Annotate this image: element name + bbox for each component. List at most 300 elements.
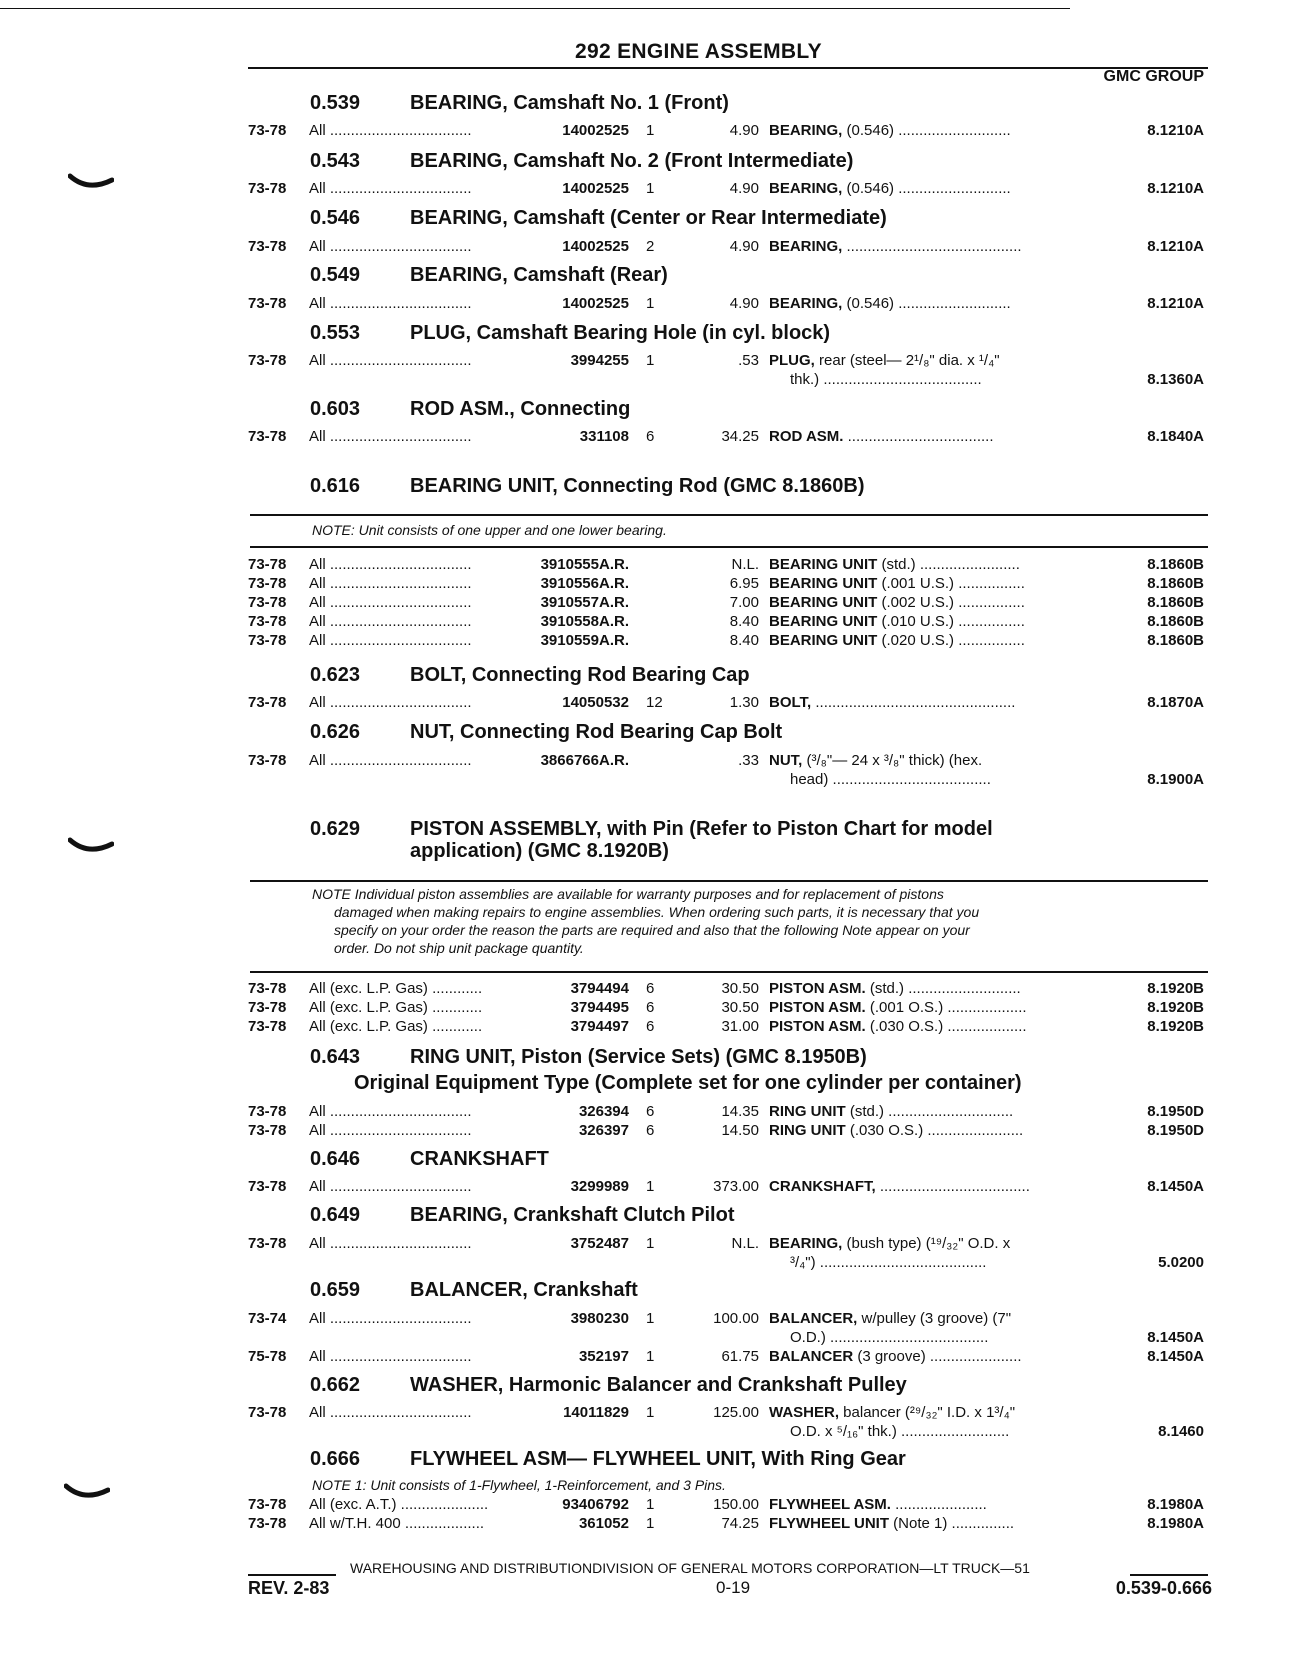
- quantity: 1: [646, 122, 655, 139]
- section-note-line: specify on your order the reason the parts are required and also that the following Note appear on your: [334, 922, 970, 938]
- part-name: BEARING,: [769, 180, 843, 197]
- section-note-line: NOTE Individual piston assemblies are available for warranty purposes and for replacement of pistons: [312, 886, 944, 902]
- section-code: 0.626: [310, 721, 361, 743]
- part-name: PISTON ASM.: [769, 999, 866, 1016]
- part-row: [0, 352, 1304, 371]
- gmc-group: 8.1210A: [1147, 180, 1204, 197]
- price: 61.75: [721, 1348, 759, 1365]
- part-row: [0, 1103, 1304, 1122]
- price: 4.90: [729, 238, 759, 255]
- gmc-group: 8.1860B: [1147, 575, 1204, 592]
- part-description: [769, 1018, 1087, 1035]
- part-name: BEARING UNIT: [769, 613, 878, 630]
- part-detail: (.002 U.S.) ................: [877, 594, 1025, 611]
- top-rule: [0, 8, 1070, 9]
- part-detail: rear (steel— 2¹/₈" dia. x ¹/₄": [814, 352, 1000, 369]
- application: All ..................................: [309, 752, 472, 769]
- section-code: 0.553: [310, 322, 361, 344]
- quantity: 1: [646, 1235, 655, 1252]
- part-detail: ...................................: [843, 428, 994, 445]
- section-title-line2: Original Equipment Type (Complete set for one cylinder per container): [354, 1072, 1022, 1094]
- part-description: [769, 752, 1087, 769]
- gmc-group: 8.1860B: [1147, 594, 1204, 611]
- part-description: [769, 575, 1087, 592]
- quantity: 6: [646, 999, 655, 1016]
- price: 125.00: [713, 1404, 759, 1421]
- application: All ..................................: [309, 1103, 472, 1120]
- part-number: 93406792: [562, 1496, 629, 1513]
- part-name: RING UNIT: [769, 1122, 846, 1139]
- quantity: 1: [646, 352, 655, 369]
- section-code: 0.649: [310, 1204, 361, 1226]
- quantity: 1: [646, 1348, 655, 1365]
- part-detail: (std.) ........................: [877, 556, 1020, 573]
- section-title: BALANCER, Crankshaft: [410, 1279, 638, 1301]
- price: N.L.: [731, 1235, 759, 1252]
- price: 74.25: [721, 1515, 759, 1532]
- application: All (exc. L.P. Gas) ............: [309, 980, 483, 997]
- part-description: [769, 1348, 1087, 1365]
- section-rule: [250, 546, 1208, 548]
- price: 14.35: [721, 1103, 759, 1120]
- section-title: BEARING UNIT, Connecting Rod (GMC 8.1860B): [410, 475, 865, 497]
- part-name: BEARING UNIT: [769, 632, 878, 649]
- part-row: [0, 1515, 1304, 1534]
- model-years: 73-78: [248, 556, 287, 573]
- gmc-group: 8.1840A: [1147, 428, 1204, 445]
- part-detail: w/pulley (3 groove) (7": [857, 1310, 1012, 1327]
- gmc-group: 8.1980A: [1147, 1515, 1204, 1532]
- application: All ..................................: [309, 556, 472, 573]
- part-description: [769, 352, 1087, 369]
- section-title: BEARING, Camshaft No. 2 (Front Intermediate): [410, 150, 854, 172]
- part-number: 14002525: [562, 295, 629, 312]
- gmc-group: 8.1860B: [1147, 556, 1204, 573]
- gmc-group: 5.0200: [1158, 1254, 1204, 1271]
- quantity: 1: [646, 1496, 655, 1513]
- gmc-group-line2: [0, 771, 1304, 790]
- application: All ..................................: [309, 1178, 472, 1195]
- part-description: [769, 180, 1087, 197]
- part-row: [0, 238, 1304, 257]
- part-row: [0, 613, 1304, 632]
- part-number: 326394: [578, 1103, 629, 1120]
- model-years: 73-78: [248, 122, 287, 139]
- gmc-group: 8.1950D: [1147, 1103, 1204, 1120]
- quantity: 1: [646, 1310, 655, 1327]
- part-description: [769, 632, 1087, 649]
- part-name: BEARING,: [769, 1235, 843, 1252]
- gmc-group: 8.1210A: [1147, 295, 1204, 312]
- model-years: 73-78: [248, 980, 287, 997]
- section-title: BEARING, Crankshaft Clutch Pilot: [410, 1204, 735, 1226]
- section-title: WASHER, Harmonic Balancer and Crankshaft Pulley: [410, 1374, 907, 1396]
- part-name: BALANCER: [769, 1348, 854, 1365]
- gmc-group: 8.1360A: [1147, 371, 1204, 388]
- model-years: 73-78: [248, 180, 287, 197]
- section-note-line: order. Do not ship unit package quantity.: [334, 940, 584, 956]
- part-name: BEARING UNIT: [769, 594, 878, 611]
- section-title: ROD ASM., Connecting: [410, 398, 631, 420]
- page-range: 0.539-0.666: [1115, 1578, 1212, 1598]
- gmc-group: 8.1920B: [1147, 980, 1204, 997]
- part-description: [769, 1103, 1087, 1120]
- gmc-group-line2: [0, 371, 1304, 390]
- part-number: 14002525: [562, 238, 629, 255]
- part-name: FLYWHEEL ASM.: [769, 1496, 891, 1513]
- gmc-group: 8.1450A: [1147, 1348, 1204, 1365]
- gmc-group: 8.1210A: [1147, 122, 1204, 139]
- gmc-group: 8.1920B: [1147, 1018, 1204, 1035]
- application: All ..................................: [309, 613, 472, 630]
- part-description: [769, 1496, 1087, 1513]
- section-code: 0.603: [310, 398, 361, 420]
- part-detail: (3 groove) ......................: [853, 1348, 1022, 1365]
- part-description-line2: ³/₄") ........................................: [790, 1254, 987, 1271]
- gmc-group: 8.1450A: [1147, 1329, 1204, 1346]
- part-description: [769, 556, 1087, 573]
- price: 30.50: [721, 980, 759, 997]
- application: All ..................................: [309, 575, 472, 592]
- gmc-group: 8.1210A: [1147, 238, 1204, 255]
- application: All ..................................: [309, 180, 472, 197]
- price: 4.90: [729, 295, 759, 312]
- model-years: 73-78: [248, 694, 287, 711]
- part-row: [0, 180, 1304, 199]
- footer-rule-left: [248, 1574, 336, 1576]
- part-detail: (.030 O.S.) ...................: [865, 1018, 1027, 1035]
- price: 31.00: [721, 1018, 759, 1035]
- application: All (exc. L.P. Gas) ............: [309, 999, 483, 1016]
- quantity: 1: [646, 295, 655, 312]
- section-code: 0.666: [310, 1448, 361, 1470]
- gmc-group: 8.1860B: [1147, 632, 1204, 649]
- price: 373.00: [713, 1178, 759, 1195]
- gmc-group-line2: [0, 1329, 1304, 1348]
- application: All (exc. A.T.) .....................: [309, 1496, 489, 1513]
- part-detail: (Note 1) ...............: [889, 1515, 1015, 1532]
- part-detail: (std.) ..............................: [845, 1103, 1014, 1120]
- model-years: 73-78: [248, 1178, 287, 1195]
- section-title: BEARING, Camshaft No. 1 (Front): [410, 92, 729, 114]
- part-number: 361052: [578, 1515, 629, 1532]
- part-row: [0, 594, 1304, 613]
- section-note-line: damaged when making repairs to engine assemblies. When ordering such parts, it is necessary that you: [334, 904, 980, 920]
- part-number: 3794497: [570, 1018, 629, 1035]
- model-years: 73-74: [248, 1310, 287, 1327]
- title-rule: [248, 67, 1208, 69]
- part-row: [0, 1496, 1304, 1515]
- part-detail: (0.546) ...........................: [842, 122, 1011, 139]
- part-description: [769, 428, 1087, 445]
- part-description-line2: O.D. x ⁵/₁₆" thk.) ..........................: [790, 1423, 1010, 1440]
- section-title: RING UNIT, Piston (Service Sets) (GMC 8.1950B): [410, 1046, 867, 1068]
- section-title: PLUG, Camshaft Bearing Hole (in cyl. block): [410, 322, 831, 344]
- part-detail: (.010 U.S.) ................: [877, 613, 1025, 630]
- part-detail: (³/₈"— 24 x ³/₈" thick) (hex.: [802, 752, 983, 769]
- part-number: 3910557A.R.: [540, 594, 629, 611]
- application: All ..................................: [309, 352, 472, 369]
- quantity: 1: [646, 180, 655, 197]
- gmc-group: 8.1870A: [1147, 694, 1204, 711]
- part-number: 3994255: [570, 352, 629, 369]
- part-detail: (0.546) ...........................: [842, 295, 1011, 312]
- part-name: BALANCER,: [769, 1310, 858, 1327]
- part-number: 3910558A.R.: [540, 613, 629, 630]
- part-description: [769, 980, 1087, 997]
- part-description-line2: O.D.) ......................................: [790, 1329, 989, 1346]
- gmc-group: 8.1460: [1158, 1423, 1204, 1440]
- model-years: 73-78: [248, 752, 287, 769]
- part-name: NUT,: [769, 752, 803, 769]
- gmc-group: 8.1450A: [1147, 1178, 1204, 1195]
- section-title: BOLT, Connecting Rod Bearing Cap: [410, 664, 750, 686]
- part-description: [769, 122, 1087, 139]
- part-detail: (bush type) (¹⁹/₃₂" O.D. x: [842, 1235, 1011, 1252]
- price: 6.95: [729, 575, 759, 592]
- section-rule: [250, 971, 1208, 973]
- part-description: [769, 1122, 1087, 1139]
- part-detail: (0.546) ...........................: [842, 180, 1011, 197]
- part-name: BEARING,: [769, 122, 843, 139]
- part-number: 3910555A.R.: [540, 556, 629, 573]
- part-number: 3794495: [570, 999, 629, 1016]
- section-title: BEARING, Camshaft (Rear): [410, 264, 668, 286]
- application: All ..................................: [309, 1310, 472, 1327]
- part-name: ROD ASM.: [769, 428, 844, 445]
- part-row: [0, 980, 1304, 999]
- model-years: 73-78: [248, 1235, 287, 1252]
- part-row: [0, 1122, 1304, 1141]
- part-detail: ......................: [890, 1496, 987, 1513]
- section-note: NOTE: Unit consists of one upper and one lower bearing.: [312, 522, 667, 538]
- part-number: 14011829: [563, 1404, 629, 1421]
- section-code: 0.539: [310, 92, 361, 114]
- part-detail: (std.) ...........................: [865, 980, 1021, 997]
- gmc-group: 8.1980A: [1147, 1496, 1204, 1513]
- part-number: 3866766A.R.: [540, 752, 629, 769]
- section-code: 0.623: [310, 664, 361, 686]
- part-row: [0, 1348, 1304, 1367]
- model-years: 73-78: [248, 1404, 287, 1421]
- price: N.L.: [731, 556, 759, 573]
- part-row: [0, 1018, 1304, 1037]
- application: All ..................................: [309, 238, 472, 255]
- model-years: 73-78: [248, 632, 287, 649]
- model-years: 73-78: [248, 295, 287, 312]
- model-years: 73-78: [248, 428, 287, 445]
- application: All ..................................: [309, 694, 472, 711]
- gmc-group-line2: [0, 1254, 1304, 1273]
- part-description: [769, 694, 1087, 711]
- price: .33: [738, 752, 759, 769]
- price: 7.00: [729, 594, 759, 611]
- part-name: BEARING,: [769, 238, 843, 255]
- gmc-group-line2: [0, 1423, 1304, 1442]
- part-name: BEARING UNIT: [769, 556, 878, 573]
- part-row: [0, 752, 1304, 771]
- model-years: 75-78: [248, 1348, 287, 1365]
- part-description: [769, 1310, 1087, 1327]
- part-name: PISTON ASM.: [769, 1018, 866, 1035]
- price: 8.40: [729, 632, 759, 649]
- part-number: 3910559A.R.: [540, 632, 629, 649]
- part-detail: (.030 O.S.) .......................: [845, 1122, 1024, 1139]
- model-years: 73-78: [248, 1103, 287, 1120]
- price: 100.00: [713, 1310, 759, 1327]
- part-number: 3299989: [570, 1178, 629, 1195]
- price: 14.50: [721, 1122, 759, 1139]
- part-number: 331108: [579, 428, 629, 445]
- quantity: 12: [646, 694, 663, 711]
- application: All (exc. L.P. Gas) ............: [309, 1018, 483, 1035]
- model-years: 73-78: [248, 575, 287, 592]
- section-code: 0.543: [310, 150, 361, 172]
- application: All ..................................: [309, 1348, 472, 1365]
- section-code: 0.646: [310, 1148, 361, 1170]
- section-code: 0.662: [310, 1374, 361, 1396]
- margin-mark-icon: [68, 836, 114, 858]
- section-title: FLYWHEEL ASM— FLYWHEEL UNIT, With Ring Gear: [410, 1448, 906, 1470]
- model-years: 73-78: [248, 1515, 287, 1532]
- part-row: [0, 1235, 1304, 1254]
- part-name: BEARING,: [769, 295, 843, 312]
- part-row: [0, 556, 1304, 575]
- part-row: [0, 999, 1304, 1018]
- price: 4.90: [729, 122, 759, 139]
- part-row: [0, 428, 1304, 447]
- part-detail: ....................................: [875, 1178, 1030, 1195]
- part-name: PISTON ASM.: [769, 980, 866, 997]
- part-number: 14050532: [562, 694, 629, 711]
- part-name: PLUG,: [769, 352, 815, 369]
- part-name: BOLT,: [769, 694, 812, 711]
- part-description: [769, 594, 1087, 611]
- price: .53: [738, 352, 759, 369]
- section-note: NOTE 1: Unit consists of 1-Flywheel, 1-Reinforcement, and 3 Pins.: [312, 1477, 726, 1493]
- part-number: 14002525: [562, 180, 629, 197]
- application: All ..................................: [309, 1404, 472, 1421]
- price: 8.40: [729, 613, 759, 630]
- part-detail: (.001 U.S.) ................: [877, 575, 1025, 592]
- part-description-line2: thk.) ......................................: [790, 371, 982, 388]
- part-number: 3980230: [570, 1310, 629, 1327]
- model-years: 73-78: [248, 238, 287, 255]
- section-code: 0.643: [310, 1046, 361, 1068]
- application: All w/T.H. 400 ...................: [309, 1515, 485, 1532]
- quantity: 2: [646, 238, 655, 255]
- model-years: 73-78: [248, 1122, 287, 1139]
- price: 34.25: [721, 428, 759, 445]
- section-code: 0.659: [310, 1279, 361, 1301]
- section-code: 0.616: [310, 475, 361, 497]
- gmc-group: 8.1900A: [1147, 771, 1204, 788]
- price: 1.30: [729, 694, 759, 711]
- part-detail: (.020 U.S.) ................: [877, 632, 1025, 649]
- part-row: [0, 632, 1304, 651]
- part-number: 3752487: [570, 1235, 629, 1252]
- part-description: [769, 613, 1087, 630]
- price: 4.90: [729, 180, 759, 197]
- quantity: 6: [646, 1018, 655, 1035]
- section-code: 0.629: [310, 818, 361, 840]
- part-name: FLYWHEEL UNIT: [769, 1515, 890, 1532]
- part-description: [769, 999, 1087, 1016]
- revision-label: REV. 2-83: [248, 1578, 330, 1598]
- section-title: CRANKSHAFT: [410, 1148, 549, 1170]
- part-number: 14002525: [562, 122, 629, 139]
- part-description-line2: head) ......................................: [790, 771, 991, 788]
- section-title: BEARING, Camshaft (Center or Rear Intermediate): [410, 207, 887, 229]
- footer-rule-right: [1130, 1574, 1208, 1576]
- model-years: 73-78: [248, 1496, 287, 1513]
- part-description: [769, 295, 1087, 312]
- section-title: PISTON ASSEMBLY, with Pin (Refer to Piston Chart for model: [410, 818, 993, 840]
- part-name: WASHER,: [769, 1404, 840, 1421]
- model-years: 73-78: [248, 594, 287, 611]
- part-row: [0, 1404, 1304, 1423]
- part-row: [0, 1310, 1304, 1329]
- part-detail: ..........................................: [842, 238, 1022, 255]
- part-detail: balancer (²⁹/₃₂" I.D. x 1³/₄": [839, 1404, 1016, 1421]
- part-row: [0, 122, 1304, 141]
- part-number: 3794494: [570, 980, 629, 997]
- application: All ..................................: [309, 594, 472, 611]
- section-code: 0.546: [310, 207, 361, 229]
- page-number: 0-19: [716, 1578, 751, 1597]
- model-years: 73-78: [248, 999, 287, 1016]
- part-number: 352197: [578, 1348, 629, 1365]
- application: All ..................................: [309, 295, 472, 312]
- page-title: 292 ENGINE ASSEMBLY: [575, 40, 822, 63]
- quantity: 6: [646, 980, 655, 997]
- part-number: 3910556A.R.: [540, 575, 629, 592]
- part-name: BEARING UNIT: [769, 575, 878, 592]
- part-number: 326397: [578, 1122, 629, 1139]
- model-years: 73-78: [248, 613, 287, 630]
- part-row: [0, 1178, 1304, 1197]
- price: 30.50: [721, 999, 759, 1016]
- application: All ..................................: [309, 1235, 472, 1252]
- application: All ..................................: [309, 632, 472, 649]
- part-description: [769, 1515, 1087, 1532]
- part-row: [0, 295, 1304, 314]
- gmc-group: 8.1920B: [1147, 999, 1204, 1016]
- quantity: 1: [646, 1515, 655, 1532]
- model-years: 73-78: [248, 1018, 287, 1035]
- quantity: 1: [646, 1404, 655, 1421]
- part-description: [769, 238, 1087, 255]
- section-rule: [250, 880, 1208, 882]
- section-title: NUT, Connecting Rod Bearing Cap Bolt: [410, 721, 783, 743]
- part-description: [769, 1235, 1087, 1252]
- part-description: [769, 1178, 1087, 1195]
- quantity: 1: [646, 1178, 655, 1195]
- gmc-group: 8.1950D: [1147, 1122, 1204, 1139]
- application: All ..................................: [309, 122, 472, 139]
- part-row: [0, 694, 1304, 713]
- part-description: [769, 1404, 1087, 1421]
- application: All ..................................: [309, 428, 472, 445]
- gmc-group: 8.1860B: [1147, 613, 1204, 630]
- part-row: [0, 575, 1304, 594]
- application: All ..................................: [309, 1122, 472, 1139]
- model-years: 73-78: [248, 352, 287, 369]
- part-detail: ................................................: [811, 694, 1016, 711]
- quantity: 6: [646, 1103, 655, 1120]
- part-detail: (.001 O.S.) ...................: [865, 999, 1027, 1016]
- footer-text: WAREHOUSING AND DISTRIBUTIONDIVISION OF GENERAL MOTORS CORPORATION—LT TRUCK—51: [350, 1560, 1030, 1576]
